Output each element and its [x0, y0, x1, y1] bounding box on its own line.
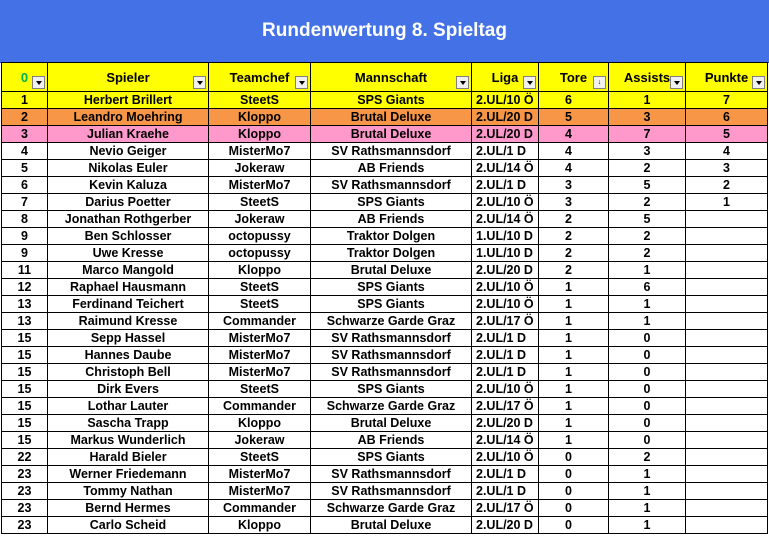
cell-tore[interactable]: 1 [539, 432, 609, 449]
cell-teamchef[interactable]: SteetS [209, 449, 311, 466]
cell-spieler[interactable]: Leandro Moehring [48, 109, 209, 126]
cell-rank[interactable]: 23 [2, 517, 48, 534]
cell-liga[interactable]: 2.UL/1 D [472, 347, 539, 364]
cell-punkte[interactable] [686, 432, 768, 449]
table-row [2, 483, 768, 500]
cell-rank[interactable]: 23 [2, 466, 48, 483]
cell-rank[interactable]: 4 [2, 143, 48, 160]
filter-dropdown-button[interactable] [193, 76, 206, 89]
col-header-label: Liga [491, 69, 519, 85]
cell-rank[interactable]: 7 [2, 194, 48, 211]
cell-teamchef[interactable]: SteetS [209, 381, 311, 398]
cell-teamchef[interactable]: Kloppo [209, 415, 311, 432]
chevron-down-icon [197, 81, 203, 85]
col-header-label: Spieler [106, 69, 150, 85]
cell-tore[interactable]: 6 [539, 92, 609, 109]
cell-mannschaft[interactable]: Schwarze Garde Graz [311, 500, 472, 517]
cell-teamchef[interactable]: Commander [209, 500, 311, 517]
cell-spieler[interactable]: Harald Bieler [48, 449, 209, 466]
col-header-label: Assists [623, 69, 671, 85]
cell-punkte[interactable] [686, 279, 768, 296]
cell-liga[interactable]: 2.UL/20 D [472, 126, 539, 143]
cell-tore[interactable]: 0 [539, 449, 609, 466]
cell-assists[interactable]: 2 [609, 245, 686, 262]
table-row [2, 279, 768, 296]
cell-assists[interactable]: 1 [609, 262, 686, 279]
cell-assists[interactable]: 7 [609, 126, 686, 143]
cell-teamchef[interactable]: SteetS [209, 279, 311, 296]
cell-assists[interactable]: 0 [609, 330, 686, 347]
table-row [2, 177, 768, 194]
cell-tore[interactable]: 4 [539, 143, 609, 160]
cell-mannschaft[interactable]: SPS Giants [311, 296, 472, 313]
cell-mannschaft[interactable]: Schwarze Garde Graz [311, 398, 472, 415]
cell-teamchef[interactable]: MisterMo7 [209, 143, 311, 160]
cell-rank[interactable]: 6 [2, 177, 48, 194]
cell-spieler[interactable]: Hannes Daube [48, 347, 209, 364]
cell-spieler[interactable]: Markus Wunderlich [48, 432, 209, 449]
cell-liga[interactable]: 2.UL/1 D [472, 143, 539, 160]
cell-mannschaft[interactable]: Brutal Deluxe [311, 126, 472, 143]
table-row [2, 466, 768, 483]
cell-mannschaft[interactable]: SV Rathsmannsdorf [311, 483, 472, 500]
cell-liga[interactable]: 2.UL/1 D [472, 177, 539, 194]
sort-descending-icon: ↓ [597, 79, 602, 86]
table-row [2, 160, 768, 177]
filter-dropdown-button[interactable] [32, 76, 45, 89]
cell-rank[interactable]: 13 [2, 296, 48, 313]
chevron-down-icon [674, 81, 680, 85]
cell-liga[interactable]: 1.UL/10 D [472, 245, 539, 262]
cell-rank[interactable]: 11 [2, 262, 48, 279]
cell-punkte[interactable] [686, 500, 768, 517]
title-bar [0, 0, 769, 63]
cell-rank[interactable]: 23 [2, 483, 48, 500]
cell-tore[interactable]: 5 [539, 109, 609, 126]
cell-liga[interactable]: 2.UL/20 D [472, 109, 539, 126]
cell-liga[interactable]: 2.UL/10 Ö [472, 296, 539, 313]
cell-teamchef[interactable]: MisterMo7 [209, 466, 311, 483]
cell-spieler[interactable]: Tommy Nathan [48, 483, 209, 500]
cell-spieler[interactable]: Kevin Kaluza [48, 177, 209, 194]
cell-mannschaft[interactable]: SV Rathsmannsdorf [311, 347, 472, 364]
cell-spieler[interactable]: Jonathan Rothgerber [48, 211, 209, 228]
cell-liga[interactable]: 2.UL/10 Ö [472, 381, 539, 398]
cell-liga[interactable]: 2.UL/10 Ö [472, 279, 539, 296]
cell-liga[interactable]: 2.UL/10 Ö [472, 194, 539, 211]
cell-mannschaft[interactable]: SPS Giants [311, 279, 472, 296]
table-row [2, 92, 768, 109]
cell-liga[interactable]: 1.UL/10 D [472, 228, 539, 245]
cell-mannschaft[interactable]: Brutal Deluxe [311, 415, 472, 432]
cell-spieler[interactable]: Uwe Kresse [48, 245, 209, 262]
cell-assists[interactable]: 3 [609, 109, 686, 126]
table-row [2, 194, 768, 211]
cell-liga[interactable]: 2.UL/10 Ö [472, 449, 539, 466]
cell-tore[interactable]: 1 [539, 415, 609, 432]
cell-tore[interactable]: 0 [539, 517, 609, 534]
cell-assists[interactable]: 2 [609, 160, 686, 177]
cell-assists[interactable]: 2 [609, 228, 686, 245]
cell-rank[interactable]: 5 [2, 160, 48, 177]
table-row [2, 381, 768, 398]
cell-punkte[interactable] [686, 364, 768, 381]
cell-tore[interactable]: 2 [539, 245, 609, 262]
cell-teamchef[interactable]: MisterMo7 [209, 347, 311, 364]
cell-tore[interactable]: 1 [539, 330, 609, 347]
cell-tore[interactable]: 3 [539, 194, 609, 211]
cell-tore[interactable]: 1 [539, 313, 609, 330]
cell-tore[interactable]: 2 [539, 228, 609, 245]
cell-mannschaft[interactable]: SV Rathsmannsdorf [311, 177, 472, 194]
cell-assists[interactable]: 1 [609, 483, 686, 500]
cell-teamchef[interactable]: Jokeraw [209, 432, 311, 449]
cell-teamchef[interactable]: Kloppo [209, 517, 311, 534]
cell-teamchef[interactable]: Commander [209, 313, 311, 330]
cell-mannschaft[interactable]: SV Rathsmannsdorf [311, 466, 472, 483]
cell-spieler[interactable]: Christoph Bell [48, 364, 209, 381]
cell-assists[interactable]: 1 [609, 313, 686, 330]
cell-assists[interactable]: 1 [609, 296, 686, 313]
cell-mannschaft[interactable]: AB Friends [311, 160, 472, 177]
chevron-down-icon [299, 81, 305, 85]
cell-teamchef[interactable]: MisterMo7 [209, 177, 311, 194]
table-row [2, 109, 768, 126]
cell-assists[interactable]: 3 [609, 143, 686, 160]
cell-assists[interactable]: 0 [609, 398, 686, 415]
cell-rank[interactable]: 15 [2, 398, 48, 415]
table-row [2, 313, 768, 330]
cell-spieler[interactable]: Ben Schlosser [48, 228, 209, 245]
cell-rank[interactable]: 15 [2, 415, 48, 432]
cell-tore[interactable]: 0 [539, 483, 609, 500]
cell-teamchef[interactable]: Kloppo [209, 262, 311, 279]
cell-tore[interactable]: 2 [539, 211, 609, 228]
filter-dropdown-button[interactable] [523, 76, 536, 89]
filter-dropdown-button[interactable] [670, 76, 683, 89]
cell-tore[interactable]: 4 [539, 160, 609, 177]
cell-teamchef[interactable]: SteetS [209, 194, 311, 211]
cell-mannschaft[interactable]: Brutal Deluxe [311, 109, 472, 126]
cell-rank[interactable]: 12 [2, 279, 48, 296]
cell-teamchef[interactable]: SteetS [209, 92, 311, 109]
cell-tore[interactable]: 3 [539, 177, 609, 194]
cell-liga[interactable]: 2.UL/17 Ö [472, 313, 539, 330]
chevron-down-icon [756, 81, 762, 85]
cell-tore[interactable]: 1 [539, 398, 609, 415]
cell-rank[interactable]: 3 [2, 126, 48, 143]
cell-mannschaft[interactable]: AB Friends [311, 432, 472, 449]
cell-assists[interactable]: 2 [609, 194, 686, 211]
cell-teamchef[interactable]: MisterMo7 [209, 364, 311, 381]
cell-punkte[interactable] [686, 296, 768, 313]
cell-mannschaft[interactable]: SV Rathsmannsdorf [311, 330, 472, 347]
col-header-label: Mannschaft [354, 69, 428, 85]
table-row [2, 228, 768, 245]
cell-tore[interactable]: 4 [539, 126, 609, 143]
cell-spieler[interactable]: Nikolas Euler [48, 160, 209, 177]
cell-spieler[interactable]: Dirk Evers [48, 381, 209, 398]
cell-tore[interactable]: 2 [539, 262, 609, 279]
cell-assists[interactable]: 1 [609, 517, 686, 534]
cell-assists[interactable]: 2 [609, 449, 686, 466]
cell-assists[interactable]: 5 [609, 177, 686, 194]
header-row [2, 63, 768, 92]
cell-mannschaft[interactable]: SPS Giants [311, 92, 472, 109]
cell-punkte[interactable] [686, 483, 768, 500]
cell-mannschaft[interactable]: SV Rathsmannsdorf [311, 143, 472, 160]
cell-punkte[interactable] [686, 449, 768, 466]
cell-mannschaft[interactable]: Traktor Dolgen [311, 228, 472, 245]
cell-teamchef[interactable]: Jokeraw [209, 211, 311, 228]
cell-teamchef[interactable]: Commander [209, 398, 311, 415]
col-header-label: 0 [20, 69, 29, 85]
cell-rank[interactable]: 15 [2, 381, 48, 398]
cell-teamchef[interactable]: SteetS [209, 296, 311, 313]
cell-punkte[interactable] [686, 313, 768, 330]
cell-liga[interactable]: 2.UL/1 D [472, 483, 539, 500]
cell-teamchef[interactable]: MisterMo7 [209, 483, 311, 500]
cell-rank[interactable]: 9 [2, 228, 48, 245]
cell-rank[interactable]: 22 [2, 449, 48, 466]
cell-spieler[interactable]: Darius Poetter [48, 194, 209, 211]
table-row [2, 126, 768, 143]
cell-mannschaft[interactable]: Brutal Deluxe [311, 517, 472, 534]
cell-punkte[interactable] [686, 466, 768, 483]
cell-liga[interactable]: 2.UL/14 Ö [472, 432, 539, 449]
cell-teamchef[interactable]: octopussy [209, 228, 311, 245]
cell-rank[interactable]: 15 [2, 432, 48, 449]
cell-mannschaft[interactable]: Brutal Deluxe [311, 262, 472, 279]
cell-punkte[interactable] [686, 398, 768, 415]
cell-rank[interactable]: 1 [2, 92, 48, 109]
cell-rank[interactable]: 15 [2, 330, 48, 347]
cell-spieler[interactable]: Sascha Trapp [48, 415, 209, 432]
cell-liga[interactable]: 2.UL/17 Ö [472, 398, 539, 415]
table-row [2, 296, 768, 313]
cell-spieler[interactable]: Ferdinand Teichert [48, 296, 209, 313]
cell-mannschaft[interactable]: SPS Giants [311, 449, 472, 466]
cell-punkte[interactable] [686, 245, 768, 262]
cell-liga[interactable]: 2.UL/20 D [472, 415, 539, 432]
cell-tore[interactable]: 1 [539, 381, 609, 398]
cell-punkte[interactable] [686, 330, 768, 347]
cell-teamchef[interactable]: octopussy [209, 245, 311, 262]
cell-assists[interactable]: 1 [609, 92, 686, 109]
table-row [2, 517, 768, 534]
cell-mannschaft[interactable]: SPS Giants [311, 194, 472, 211]
col-header-rank [2, 63, 48, 92]
table-row [2, 143, 768, 160]
table-row [2, 211, 768, 228]
filter-dropdown-button[interactable] [456, 76, 469, 89]
filter-dropdown-button[interactable] [752, 76, 765, 89]
cell-mannschaft[interactable]: AB Friends [311, 211, 472, 228]
cell-spieler[interactable]: Werner Friedemann [48, 466, 209, 483]
cell-punkte[interactable] [686, 381, 768, 398]
cell-assists[interactable]: 0 [609, 381, 686, 398]
table-row [2, 347, 768, 364]
table-row [2, 245, 768, 262]
chevron-down-icon [460, 81, 466, 85]
table-row [2, 330, 768, 347]
cell-punkte[interactable] [686, 415, 768, 432]
cell-liga[interactable]: 2.UL/1 D [472, 330, 539, 347]
cell-liga[interactable]: 2.UL/17 Ö [472, 500, 539, 517]
cell-assists[interactable]: 5 [609, 211, 686, 228]
table-row [2, 449, 768, 466]
cell-tore[interactable]: 0 [539, 466, 609, 483]
cell-tore[interactable]: 1 [539, 347, 609, 364]
cell-teamchef[interactable]: Kloppo [209, 109, 311, 126]
cell-assists[interactable]: 1 [609, 500, 686, 517]
cell-punkte[interactable] [686, 211, 768, 228]
col-header-label: Punkte [704, 69, 749, 85]
cell-rank[interactable]: 2 [2, 109, 48, 126]
cell-spieler[interactable]: Lothar Lauter [48, 398, 209, 415]
cell-spieler[interactable]: Marco Mangold [48, 262, 209, 279]
cell-tore[interactable]: 1 [539, 296, 609, 313]
cell-spieler[interactable]: Herbert Brillert [48, 92, 209, 109]
cell-liga[interactable]: 2.UL/14 Ö [472, 211, 539, 228]
cell-assists[interactable]: 0 [609, 347, 686, 364]
sheet-title: Rundenwertung 8. Spieltag [262, 20, 507, 41]
cell-liga[interactable]: 2.UL/10 Ö [472, 92, 539, 109]
table-row [2, 262, 768, 279]
cell-punkte[interactable]: 5 [686, 126, 768, 143]
cell-spieler[interactable]: Raimund Kresse [48, 313, 209, 330]
table-row [2, 364, 768, 381]
cell-rank[interactable]: 9 [2, 245, 48, 262]
cell-rank[interactable]: 15 [2, 364, 48, 381]
cell-liga[interactable]: 2.UL/14 Ö [472, 160, 539, 177]
cell-punkte[interactable] [686, 347, 768, 364]
cell-assists[interactable]: 0 [609, 415, 686, 432]
chevron-down-icon [527, 81, 533, 85]
cell-mannschaft[interactable]: SV Rathsmannsdorf [311, 364, 472, 381]
cell-punkte[interactable] [686, 262, 768, 279]
cell-mannschaft[interactable]: Traktor Dolgen [311, 245, 472, 262]
cell-punkte[interactable] [686, 517, 768, 534]
cell-spieler[interactable]: Sepp Hassel [48, 330, 209, 347]
cell-tore[interactable]: 1 [539, 279, 609, 296]
col-header-tore [539, 63, 609, 92]
cell-rank[interactable]: 8 [2, 211, 48, 228]
col-header-mannschaft [311, 63, 472, 92]
cell-liga[interactable]: 2.UL/20 D [472, 262, 539, 279]
cell-spieler[interactable]: Bernd Hermes [48, 500, 209, 517]
cell-mannschaft[interactable]: SPS Giants [311, 381, 472, 398]
cell-rank[interactable]: 13 [2, 313, 48, 330]
col-header-liga [472, 63, 539, 92]
col-header-punkte [686, 63, 768, 92]
cell-assists[interactable]: 1 [609, 466, 686, 483]
cell-punkte[interactable]: 2 [686, 177, 768, 194]
cell-mannschaft[interactable]: Schwarze Garde Graz [311, 313, 472, 330]
cell-assists[interactable]: 0 [609, 432, 686, 449]
cell-teamchef[interactable]: MisterMo7 [209, 330, 311, 347]
cell-punkte[interactable]: 6 [686, 109, 768, 126]
cell-rank[interactable]: 15 [2, 347, 48, 364]
col-header-assists [609, 63, 686, 92]
sort-filter-button[interactable] [593, 76, 606, 89]
chevron-down-icon [36, 81, 42, 85]
table-row [2, 432, 768, 449]
cell-tore[interactable]: 0 [539, 500, 609, 517]
col-header-teamchef [209, 63, 311, 92]
cell-punkte[interactable]: 7 [686, 92, 768, 109]
cell-assists[interactable]: 0 [609, 364, 686, 381]
cell-rank[interactable]: 23 [2, 500, 48, 517]
cell-teamchef[interactable]: Kloppo [209, 126, 311, 143]
filter-dropdown-button[interactable] [295, 76, 308, 89]
table-row [2, 415, 768, 432]
table-row [2, 500, 768, 517]
cell-punkte[interactable]: 4 [686, 143, 768, 160]
cell-spieler[interactable]: Raphael Hausmann [48, 279, 209, 296]
cell-punkte[interactable]: 1 [686, 194, 768, 211]
cell-spieler[interactable]: Carlo Scheid [48, 517, 209, 534]
cell-liga[interactable]: 2.UL/1 D [472, 466, 539, 483]
table-body [2, 92, 768, 534]
col-header-label: Tore [559, 69, 588, 85]
cell-liga[interactable]: 2.UL/20 D [472, 517, 539, 534]
cell-punkte[interactable] [686, 228, 768, 245]
col-header-label: Teamchef [229, 69, 290, 85]
ranking-table [1, 62, 768, 534]
cell-tore[interactable]: 1 [539, 364, 609, 381]
cell-teamchef[interactable]: Jokeraw [209, 160, 311, 177]
cell-punkte[interactable]: 3 [686, 160, 768, 177]
cell-assists[interactable]: 6 [609, 279, 686, 296]
cell-liga[interactable]: 2.UL/1 D [472, 364, 539, 381]
cell-spieler[interactable]: Nevio Geiger [48, 143, 209, 160]
cell-spieler[interactable]: Julian Kraehe [48, 126, 209, 143]
col-header-spieler [48, 63, 209, 92]
table-row [2, 398, 768, 415]
